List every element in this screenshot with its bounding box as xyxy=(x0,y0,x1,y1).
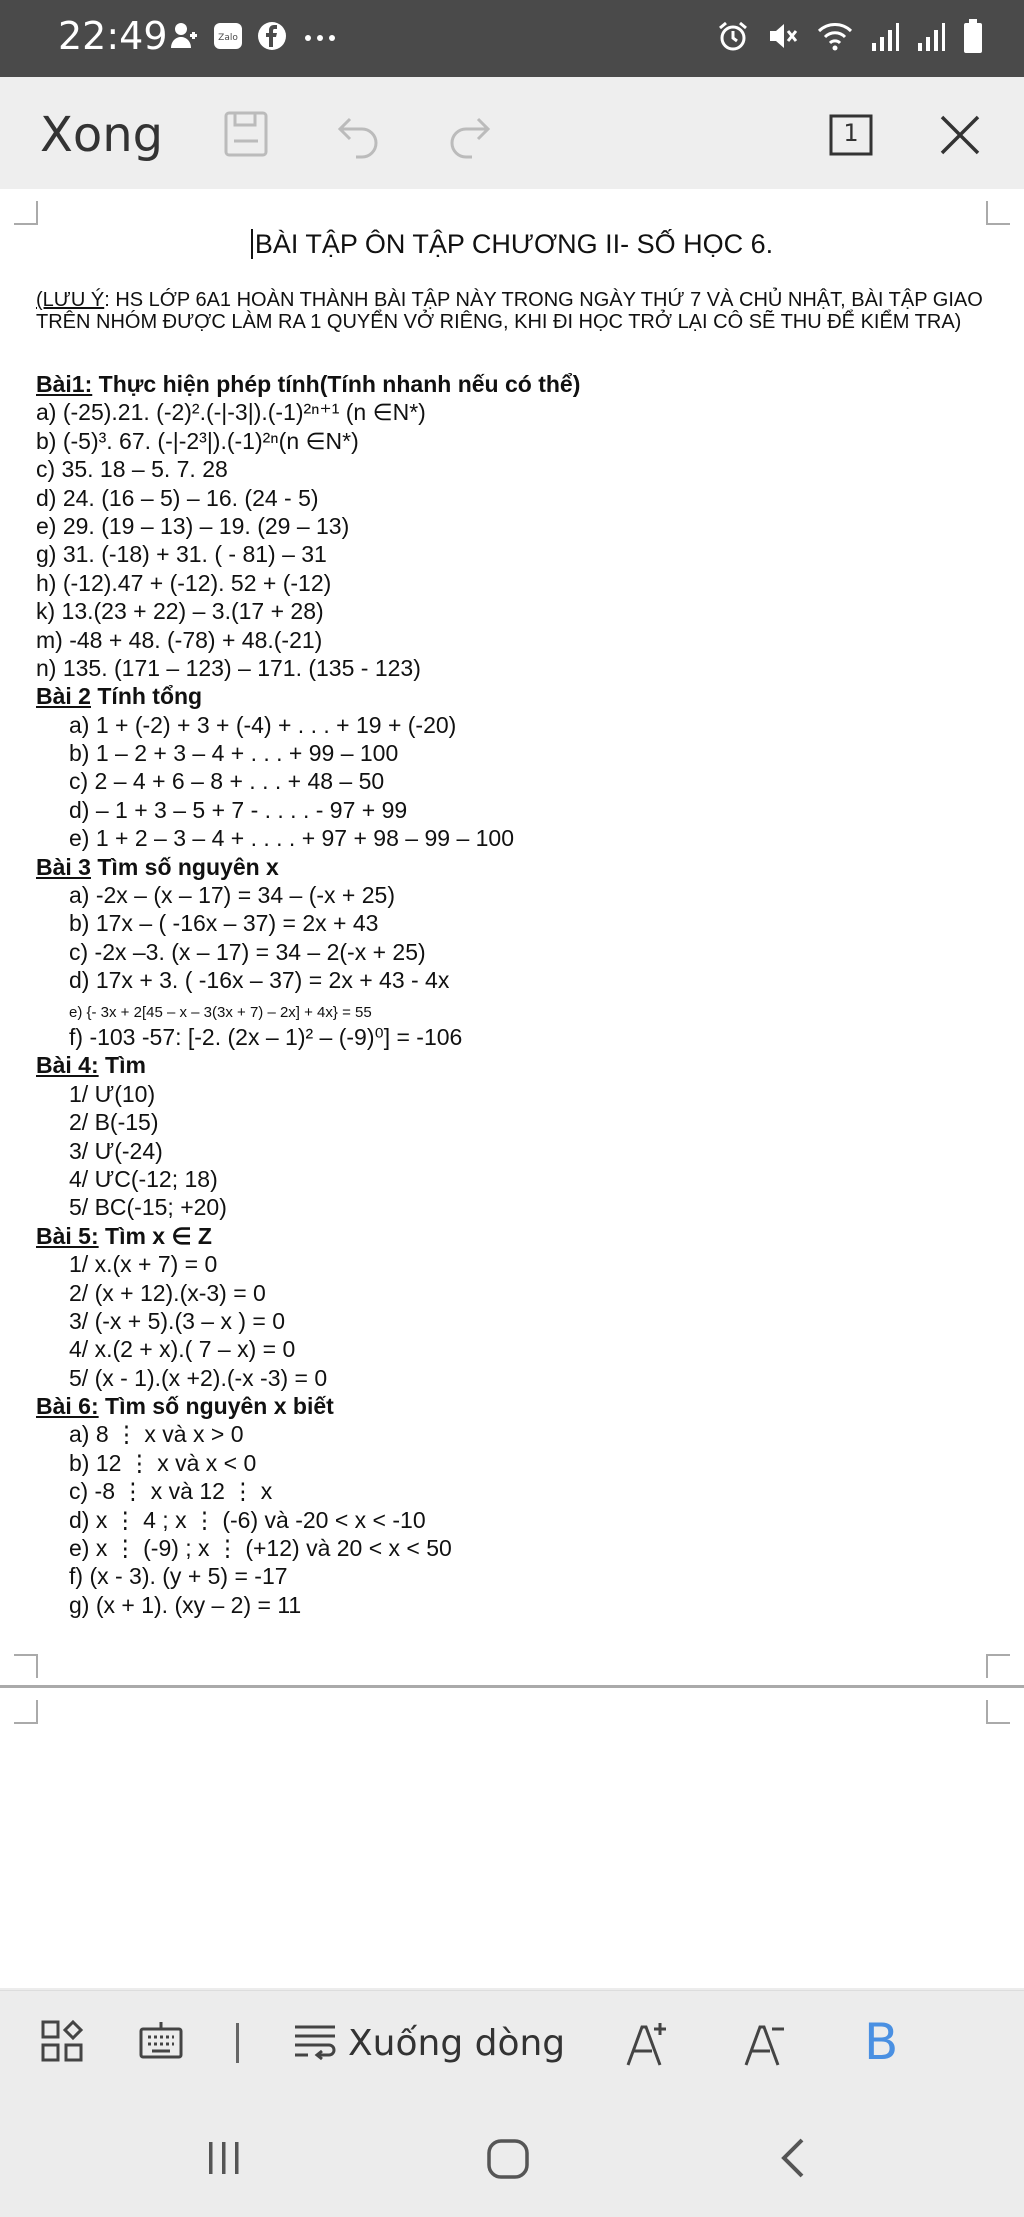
wrap-icon xyxy=(292,2019,338,2068)
exercise-item xyxy=(36,427,996,455)
exercise-item xyxy=(36,1591,996,1619)
exercise-item xyxy=(36,1165,996,1193)
exercise-item-text: 4/ x.(2 + x).( 7 – x) = 0 xyxy=(69,1336,296,1363)
exercise-heading xyxy=(36,370,996,398)
wifi-icon xyxy=(816,19,854,58)
exercise-item-text: e) x ⋮ (-9) ; x ⋮ (+12) và 20 < x < 50 xyxy=(69,1535,452,1562)
exercise-item-text: a) 1 + (-2) + 3 + (-4) + . . . + 19 + (-20) xyxy=(69,711,457,738)
exercise-item-text: d) x ⋮ 4 ; x ⋮ (-6) và -20 < x < -10 xyxy=(69,1506,426,1533)
exercise-list xyxy=(36,370,996,1619)
redo-icon[interactable] xyxy=(446,109,492,164)
keyboard-icon[interactable] xyxy=(138,2019,184,2063)
exercise-heading-text: Tính tổng xyxy=(90,683,203,710)
exercise-item xyxy=(36,966,996,994)
exercise-item xyxy=(36,796,996,824)
exercise-item xyxy=(36,1193,996,1221)
exercise-item xyxy=(36,1534,996,1562)
exercise-item-text: c) -2x –3. (x – 17) = 34 – 2(-x + 25) xyxy=(69,938,426,965)
page-count: 1 xyxy=(843,119,859,147)
exercise-item xyxy=(36,1137,996,1165)
page-corner-mark xyxy=(14,1654,38,1678)
exercise-number: Bài 5: xyxy=(36,1222,99,1249)
exercise-heading xyxy=(36,1392,996,1420)
exercise-number: Bài 6: xyxy=(36,1393,99,1420)
page-corner-mark xyxy=(986,1700,1010,1724)
exercise-heading xyxy=(36,1051,996,1079)
exercise-item-text: e) {- 3x + 2[45 – x – 3(3x + 7) – 2x] + 4x} = 55 xyxy=(69,1003,372,1021)
save-icon[interactable] xyxy=(222,109,270,164)
alarm-icon xyxy=(716,19,750,58)
signal-icon xyxy=(870,19,900,58)
exercise-item-text: b) (-5)³. 67. (-|-2³|).(-1)²ⁿ(n ∈N*) xyxy=(36,427,359,454)
exercise-heading xyxy=(36,853,996,881)
mute-icon xyxy=(766,19,800,58)
exercise-item-text: f) (x - 3). (y + 5) = -17 xyxy=(69,1563,288,1590)
editor-toolbar xyxy=(0,77,1024,189)
page-corner-mark xyxy=(14,201,38,225)
wrap-button[interactable] xyxy=(292,2019,565,2068)
exercise-item-text: n) 135. (171 – 123) – 171. (135 - 123) xyxy=(36,654,421,681)
exercise-item xyxy=(36,1420,996,1448)
exercise-item xyxy=(36,540,996,568)
exercise-item xyxy=(36,597,996,625)
exercise-item xyxy=(36,938,996,966)
zalo-icon xyxy=(212,20,244,57)
more-icon xyxy=(300,20,340,57)
exercise-item-text: 5/ (x - 1).(x +2).(-x -3) = 0 xyxy=(69,1364,328,1391)
exercise-item xyxy=(36,626,996,654)
document-title xyxy=(0,229,1024,260)
exercise-item xyxy=(36,1562,996,1590)
exercise-item-text: 4/ ƯC(-12; 18) xyxy=(69,1165,218,1192)
exercise-item xyxy=(36,1506,996,1534)
done-button[interactable]: Xong xyxy=(40,107,164,163)
exercise-number: Bài 2 xyxy=(36,683,91,710)
exercise-item xyxy=(36,512,996,540)
exercise-item xyxy=(36,824,996,852)
page-corner-mark xyxy=(986,201,1010,225)
document-title-text: BÀI TẬP ÔN TẬP CHƯƠNG II- SỐ HỌC 6. xyxy=(251,229,773,259)
exercise-item-text: m) -48 + 48. (-78) + 48.(-21) xyxy=(36,626,323,653)
document-note xyxy=(36,289,1006,333)
increase-font-icon[interactable] xyxy=(624,2019,670,2069)
exercise-item xyxy=(36,711,996,739)
exercise-heading-text: Tìm số nguyên x xyxy=(90,853,279,880)
page-corner-mark xyxy=(986,1654,1010,1678)
close-icon[interactable] xyxy=(938,113,982,162)
exercise-item xyxy=(36,739,996,767)
facebook-icon xyxy=(256,20,288,57)
exercise-item xyxy=(36,1080,996,1108)
exercise-number: Bài1: xyxy=(36,371,93,397)
exercise-item-text: h) (-12).47 + (-12). 52 + (-12) xyxy=(36,569,332,596)
exercise-item-text: c) 2 – 4 + 6 – 8 + . . . + 48 – 50 xyxy=(69,768,385,795)
exercise-item xyxy=(36,1364,996,1392)
formatting-toolbar xyxy=(0,1990,1024,2101)
status-time: 22:49 xyxy=(58,14,168,58)
exercise-item xyxy=(36,1307,996,1335)
exercise-item-text: b) 1 – 2 + 3 – 4 + . . . + 99 – 100 xyxy=(69,740,399,767)
note-prefix: (LƯU Ý xyxy=(36,289,105,311)
status-bar xyxy=(0,0,1024,77)
back-icon[interactable] xyxy=(778,2136,808,2185)
exercise-heading-text: Tìm x ∈ Z xyxy=(98,1222,212,1249)
exercise-item-text: a) 8 ⋮ x và x > 0 xyxy=(69,1421,244,1448)
exercise-heading-text: Thực hiện phép tính(Tính nhanh nếu có thể) xyxy=(92,371,581,397)
page-count-icon[interactable] xyxy=(828,113,874,162)
exercise-item-text: b) 17x – ( -16x – 37) = 2x + 43 xyxy=(69,910,379,937)
exercise-item xyxy=(36,1108,996,1136)
note-text: : HS LỚP 6A1 HOÀN THÀNH BÀI TẬP NÀY TRONG NGÀY THỨ 7 VÀ CHỦ NHẬT, BÀI TẬP GIAO TRÊN NHÓM ĐƯỢC LÀM RA 1 QUYỂN VỞ RIÊNG, KHI ĐI HỌC TRỞ LẠI CÔ SẼ THU ĐỂ KIỂM TRA) xyxy=(36,289,983,333)
undo-icon[interactable] xyxy=(336,109,382,164)
exercise-item-text: 1/ x.(x + 7) = 0 xyxy=(69,1251,218,1278)
exercise-item xyxy=(36,1477,996,1505)
exercise-item-text: 1/ Ư(10) xyxy=(69,1080,156,1107)
exercise-item xyxy=(36,881,996,909)
exercise-item xyxy=(36,484,996,512)
person-icon xyxy=(168,20,200,57)
decrease-font-icon[interactable] xyxy=(742,2019,788,2069)
exercise-item-text: g) 31. (-18) + 31. ( - 81) – 31 xyxy=(36,541,327,568)
exercise-item xyxy=(36,654,996,682)
exercise-item-text: d) – 1 + 3 – 5 + 7 - . . . . - 97 + 99 xyxy=(69,796,408,823)
exercise-item xyxy=(36,1023,996,1051)
toolbar-divider xyxy=(236,2023,240,2063)
exercise-item-text: 3/ (-x + 5).(3 – x ) = 0 xyxy=(69,1307,286,1334)
exercise-item-text: f) -103 -57: [-2. (2x – 1)² – (-9)⁰] = -106 xyxy=(69,1023,463,1050)
exercise-item-text: 2/ (x + 12).(x-3) = 0 xyxy=(69,1279,266,1306)
exercise-item-text: c) -8 ⋮ x và 12 ⋮ x xyxy=(69,1478,273,1505)
exercise-item-text: d) 17x + 3. ( -16x – 37) = 2x + 43 - 4x xyxy=(69,967,450,994)
exercise-item xyxy=(36,455,996,483)
signal-icon xyxy=(916,19,946,58)
exercise-item xyxy=(36,909,996,937)
grid-icon[interactable] xyxy=(40,2019,84,2063)
exercise-item-text: b) 12 ⋮ x và x < 0 xyxy=(69,1449,257,1476)
exercise-item xyxy=(36,995,996,1023)
exercise-item xyxy=(36,1250,996,1278)
exercise-item-text: g) (x + 1). (xy – 2) = 11 xyxy=(69,1591,302,1618)
exercise-item-text: 3/ Ư(-24) xyxy=(69,1137,163,1164)
exercise-number: Bài 3 xyxy=(36,853,91,880)
exercise-item-text: k) 13.(23 + 22) – 3.(17 + 28) xyxy=(36,598,324,625)
exercise-item xyxy=(36,1279,996,1307)
system-navbar xyxy=(0,2100,1024,2217)
exercise-item-text: c) 35. 18 – 5. 7. 28 xyxy=(36,456,228,483)
exercise-item-text: e) 1 + 2 – 3 – 4 + . . . . + 97 + 98 – 99 – 100 xyxy=(69,825,514,852)
bold-button[interactable] xyxy=(864,2013,898,2071)
wrap-label: Xuống dòng xyxy=(348,2023,566,2064)
exercise-item-text: a) (-25).21. (-2)².(-|-3|).(-1)²ⁿ⁺¹ (n ∈N*) xyxy=(36,399,426,426)
exercise-item xyxy=(36,1335,996,1363)
exercise-item-text: a) -2x – (x – 17) = 34 – (-x + 25) xyxy=(69,882,395,909)
svg-text:Zalo: Zalo xyxy=(218,33,238,43)
bold-icon: B xyxy=(864,2013,899,2071)
battery-icon xyxy=(962,18,984,59)
exercise-heading xyxy=(36,1222,996,1250)
exercise-item-text: 2/ B(-15) xyxy=(69,1109,159,1136)
home-icon[interactable] xyxy=(486,2138,530,2185)
exercise-item xyxy=(36,398,996,426)
page-corner-mark xyxy=(14,1700,38,1724)
exercise-number: Bài 4: xyxy=(36,1052,99,1079)
exercise-item xyxy=(36,569,996,597)
exercise-item xyxy=(36,767,996,795)
exercise-item-text: 5/ BC(-15; +20) xyxy=(69,1194,227,1221)
document-page xyxy=(0,189,1024,1689)
exercise-item-text: d) 24. (16 – 5) – 16. (24 - 5) xyxy=(36,484,319,511)
document-page-2 xyxy=(0,1688,1024,1988)
exercise-heading-text: Tìm số nguyên x biết xyxy=(98,1393,334,1420)
exercise-heading-text: Tìm xyxy=(98,1052,146,1079)
exercise-heading xyxy=(36,682,996,710)
recent-apps-icon[interactable] xyxy=(204,2138,244,2183)
exercise-item xyxy=(36,1449,996,1477)
exercise-item-text: e) 29. (19 – 13) – 19. (29 – 13) xyxy=(36,512,350,539)
